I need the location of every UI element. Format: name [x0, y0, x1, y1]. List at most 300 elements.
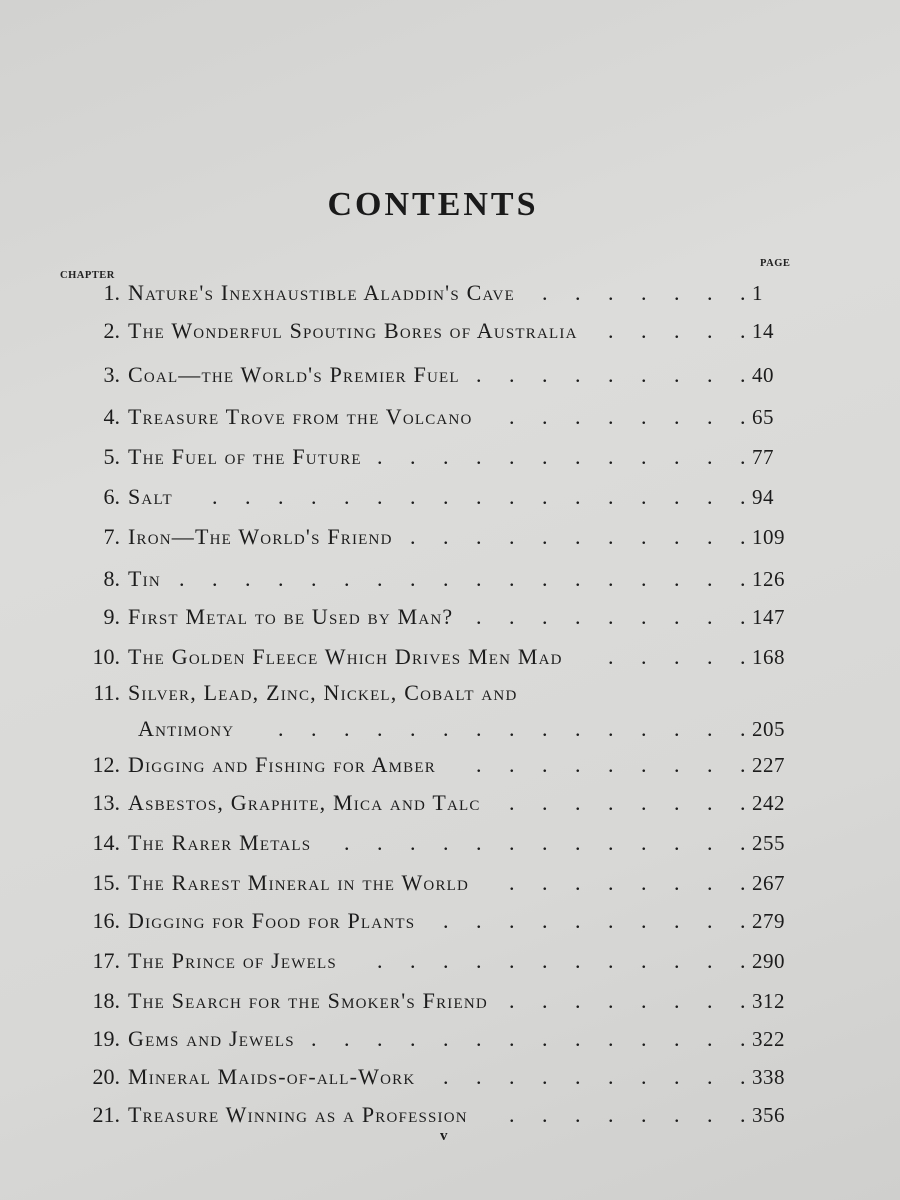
leader-dot: .	[443, 908, 449, 933]
page-number: 147	[752, 605, 785, 629]
leader-dot: .	[575, 280, 581, 305]
leader-dot: .	[542, 404, 548, 429]
leader-dot: .	[344, 716, 350, 741]
leader-dot: .	[740, 1102, 746, 1127]
leader-dot: .	[575, 948, 581, 973]
leader-dot: .	[674, 362, 680, 387]
leader-dot: .	[509, 1064, 515, 1089]
leader-dot: .	[509, 1026, 515, 1051]
chapter-number: 2.	[103, 318, 120, 343]
leader-dot: .	[575, 790, 581, 815]
leader-dot: .	[410, 948, 416, 973]
leader-dot: .	[608, 870, 614, 895]
leader-dot: .	[278, 716, 284, 741]
toc-entry	[50, 561, 810, 597]
leader-dot: .	[542, 870, 548, 895]
leader-dot: .	[740, 524, 746, 549]
leader-dot: .	[608, 1026, 614, 1051]
chapter-number: 8.	[103, 566, 120, 591]
leader-dot: .	[641, 1102, 647, 1127]
page-number: 322	[752, 1027, 785, 1051]
leader-dot: .	[608, 752, 614, 777]
leader-dot: .	[476, 362, 482, 387]
leader-dot: .	[509, 908, 515, 933]
chapter-title: Gems and Jewels	[128, 1026, 295, 1051]
leader-dot: .	[212, 566, 218, 591]
leader-dot: .	[641, 604, 647, 629]
leader-dot: .	[707, 870, 713, 895]
leader-dot: .	[311, 716, 317, 741]
chapter-title: The Wonderful Spouting Bores of Australia	[128, 318, 578, 343]
leader-dot: .	[608, 644, 614, 669]
leader-dot: .	[641, 280, 647, 305]
leader-dot: .	[707, 1102, 713, 1127]
leader-dot: .	[509, 524, 515, 549]
leader-dot: .	[575, 1026, 581, 1051]
leader-dot: .	[740, 484, 746, 509]
leader-dot: .	[740, 830, 746, 855]
page-column-header: PAGE	[760, 258, 791, 269]
leader-dot: .	[707, 362, 713, 387]
toc-entry	[50, 785, 810, 821]
leader-dot: .	[608, 716, 614, 741]
leader-dot: .	[575, 908, 581, 933]
leader-dot: .	[608, 362, 614, 387]
leader-dot: .	[707, 716, 713, 741]
chapter-number: 13.	[92, 790, 120, 815]
leader-dot: .	[542, 830, 548, 855]
leader-dot: .	[542, 362, 548, 387]
chapter-number: 4.	[103, 404, 120, 429]
leader-dot: .	[707, 524, 713, 549]
leader-dot: .	[509, 830, 515, 855]
chapter-number: 1.	[103, 280, 120, 305]
leader-dot: .	[707, 752, 713, 777]
leader-dot: .	[575, 404, 581, 429]
chapter-title: Asbestos, Graphite, Mica and Talc	[128, 790, 481, 815]
leader-dot: .	[674, 830, 680, 855]
leader-dot: .	[542, 948, 548, 973]
leader-dot: .	[410, 830, 416, 855]
toc-entry	[50, 1097, 810, 1133]
leader-dot: .	[443, 1026, 449, 1051]
leader-dot: .	[707, 280, 713, 305]
leader-dot: .	[641, 318, 647, 343]
chapter-number: 5.	[103, 444, 120, 469]
chapter-title: First Metal to be Used by Man?	[128, 604, 454, 629]
leader-dot: .	[575, 1064, 581, 1089]
leader-dot: .	[476, 566, 482, 591]
leader-dot: .	[575, 752, 581, 777]
leader-dot: .	[542, 1064, 548, 1089]
toc-entry	[50, 479, 810, 515]
leader-dot: .	[641, 524, 647, 549]
leader-dot: .	[245, 484, 251, 509]
leader-dot: .	[410, 566, 416, 591]
leader-dot: .	[575, 444, 581, 469]
leader-dot: .	[674, 948, 680, 973]
leader-dot: .	[278, 566, 284, 591]
leader-dot: .	[377, 948, 383, 973]
leader-dot: .	[608, 830, 614, 855]
leader-dot: .	[542, 484, 548, 509]
leader-dot: .	[641, 1064, 647, 1089]
leader-dot: .	[476, 752, 482, 777]
leader-dot: .	[674, 752, 680, 777]
toc-entry	[50, 983, 810, 1019]
leader-dot: .	[542, 1026, 548, 1051]
chapter-number: 15.	[92, 870, 120, 895]
chapter-title: The Rarest Mineral in the World	[128, 870, 470, 895]
page-number: 267	[752, 871, 785, 895]
leader-dot: .	[476, 908, 482, 933]
leader-dot: .	[575, 524, 581, 549]
leader-dot: .	[410, 444, 416, 469]
leader-dot: .	[707, 948, 713, 973]
leader-dot: .	[740, 716, 746, 741]
leader-dot: .	[641, 404, 647, 429]
leader-dot: .	[476, 444, 482, 469]
leader-dot: .	[476, 1064, 482, 1089]
leader-dot: .	[608, 318, 614, 343]
leader-dot: .	[410, 1026, 416, 1051]
leader-dot: .	[641, 988, 647, 1013]
leader-dot: .	[674, 566, 680, 591]
leader-dot: .	[608, 1102, 614, 1127]
leader-dot: .	[509, 870, 515, 895]
leader-dot: .	[443, 524, 449, 549]
page-title: CONTENTS	[327, 186, 539, 223]
leader-dot: .	[542, 566, 548, 591]
toc-entry	[50, 357, 810, 393]
leader-dot: .	[542, 604, 548, 629]
leader-dot: .	[509, 404, 515, 429]
chapter-title: The Prince of Jewels	[128, 948, 337, 973]
leader-dot: .	[443, 716, 449, 741]
leader-dot: .	[443, 948, 449, 973]
leader-dot: .	[377, 484, 383, 509]
toc-entry-continuation	[50, 711, 810, 747]
leader-dot: .	[476, 830, 482, 855]
leader-dot: .	[575, 484, 581, 509]
chapter-title: Tin	[128, 566, 161, 591]
leader-dot: .	[674, 524, 680, 549]
leader-dot: .	[476, 716, 482, 741]
leader-dot: .	[575, 830, 581, 855]
leader-dot: .	[542, 1102, 548, 1127]
leader-dot: .	[707, 830, 713, 855]
chapter-title: Digging for Food for Plants	[128, 908, 416, 933]
chapter-title: Treasure Winning as a Profession	[128, 1102, 468, 1127]
leader-dot: .	[443, 484, 449, 509]
leader-dot: .	[575, 1102, 581, 1127]
leader-dot: .	[542, 752, 548, 777]
leader-dot: .	[410, 484, 416, 509]
leader-dot: .	[641, 908, 647, 933]
leader-dot: .	[608, 908, 614, 933]
toc-entry	[50, 599, 810, 635]
leader-dot: .	[608, 484, 614, 509]
page-number: 14	[752, 319, 774, 343]
leader-dot: .	[542, 988, 548, 1013]
leader-dot: .	[674, 988, 680, 1013]
page-number: 356	[752, 1103, 785, 1127]
leader-dot: .	[476, 484, 482, 509]
toc-entry	[50, 1021, 810, 1057]
leader-dot: .	[443, 830, 449, 855]
leader-dot: .	[740, 444, 746, 469]
leader-dot: .	[509, 566, 515, 591]
leader-dot: .	[641, 716, 647, 741]
leader-dot: .	[608, 948, 614, 973]
leader-dot: .	[641, 948, 647, 973]
chapter-number: 21.	[92, 1102, 120, 1127]
toc-entry	[50, 399, 810, 435]
leader-dot: .	[377, 1026, 383, 1051]
leader-dot: .	[674, 870, 680, 895]
leader-dot: .	[641, 644, 647, 669]
leader-dot: .	[344, 484, 350, 509]
leader-dot: .	[410, 716, 416, 741]
leader-dot: .	[707, 566, 713, 591]
chapter-column-header: CHAPTER	[60, 270, 115, 281]
toc-entry	[50, 275, 810, 311]
leader-dot: .	[740, 1064, 746, 1089]
leader-dot: .	[509, 752, 515, 777]
leader-dot: .	[377, 716, 383, 741]
chapter-title: The Fuel of the Future	[128, 444, 362, 469]
leader-dot: .	[740, 280, 746, 305]
leader-dot: .	[707, 1026, 713, 1051]
leader-dot: .	[575, 988, 581, 1013]
leader-dot: .	[641, 1026, 647, 1051]
chapter-title: Treasure Trove from the Volcano	[128, 404, 473, 429]
leader-dot: .	[377, 830, 383, 855]
page-number: 94	[752, 485, 774, 509]
leader-dot: .	[542, 444, 548, 469]
leader-dot: .	[509, 790, 515, 815]
leader-dot: .	[443, 566, 449, 591]
chapter-number: 14.	[92, 830, 120, 855]
chapter-number: 20.	[92, 1064, 120, 1089]
leader-dot: .	[641, 790, 647, 815]
leader-dot: .	[509, 604, 515, 629]
leader-dot: .	[707, 1064, 713, 1089]
leader-dot: .	[575, 362, 581, 387]
chapter-number: 3.	[103, 362, 120, 387]
leader-dot: .	[740, 404, 746, 429]
leader-dot: .	[509, 716, 515, 741]
page-number: 255	[752, 831, 785, 855]
toc-entry	[50, 639, 810, 675]
leader-dot: .	[179, 566, 185, 591]
toc-entry	[50, 1059, 810, 1095]
leader-dot: .	[443, 1064, 449, 1089]
page-number: 338	[752, 1065, 785, 1089]
leader-dot: .	[641, 362, 647, 387]
leader-dot: .	[377, 566, 383, 591]
page-number: 1	[752, 281, 763, 305]
leader-dot: .	[509, 362, 515, 387]
leader-dot: .	[410, 524, 416, 549]
leader-dot: .	[476, 604, 482, 629]
leader-dot: .	[674, 318, 680, 343]
chapter-title: Mineral Maids-of-all-Work	[128, 1064, 416, 1089]
leader-dot: .	[542, 790, 548, 815]
leader-dot: .	[707, 484, 713, 509]
leader-dot: .	[608, 280, 614, 305]
page-number: 205	[752, 717, 785, 741]
leader-dot: .	[740, 318, 746, 343]
leader-dot: .	[740, 790, 746, 815]
leader-dot: .	[575, 716, 581, 741]
leader-dot: .	[377, 444, 383, 469]
leader-dot: .	[740, 948, 746, 973]
leader-dot: .	[311, 1026, 317, 1051]
leader-dot: .	[740, 566, 746, 591]
leader-dot: .	[278, 484, 284, 509]
leader-dot: .	[641, 830, 647, 855]
leader-dot: .	[212, 484, 218, 509]
chapter-title: The Golden Fleece Which Drives Men Mad	[128, 644, 563, 669]
leader-dot: .	[740, 644, 746, 669]
chapter-number: 7.	[103, 524, 120, 549]
leader-dot: .	[245, 566, 251, 591]
chapter-title: Nature's Inexhaustible Aladdin's Cave	[128, 280, 515, 305]
leader-dot: .	[476, 948, 482, 973]
chapter-number: 10.	[92, 644, 120, 669]
leader-dot: .	[608, 566, 614, 591]
leader-dot: .	[641, 566, 647, 591]
page-number: 109	[752, 525, 785, 549]
leader-dot: .	[707, 790, 713, 815]
chapter-title: Digging and Fishing for Amber	[128, 752, 436, 777]
chapter-title: The Rarer Metals	[128, 830, 312, 855]
leader-dot: .	[641, 752, 647, 777]
leader-dot: .	[509, 1102, 515, 1127]
leader-dot: .	[740, 870, 746, 895]
leader-dot: .	[608, 790, 614, 815]
leader-dot: .	[707, 604, 713, 629]
chapter-title: The Search for the Smoker's Friend	[128, 988, 488, 1013]
leader-dot: .	[674, 604, 680, 629]
chapter-title: Salt	[128, 484, 173, 509]
leader-dot: .	[608, 1064, 614, 1089]
leader-dot: .	[674, 1064, 680, 1089]
leader-dot: .	[740, 908, 746, 933]
leader-dot: .	[542, 524, 548, 549]
leader-dot: .	[740, 752, 746, 777]
chapter-title: Silver, Lead, Zinc, Nickel, Cobalt and	[128, 680, 518, 705]
leader-dot: .	[674, 1026, 680, 1051]
leader-dot: .	[476, 1026, 482, 1051]
leader-dot: .	[575, 604, 581, 629]
page-number: 126	[752, 567, 785, 591]
leader-dot: .	[641, 870, 647, 895]
leader-dot: .	[707, 404, 713, 429]
leader-dot: .	[509, 948, 515, 973]
leader-dot: .	[707, 444, 713, 469]
chapter-number: 17.	[92, 948, 120, 973]
toc-entry	[50, 313, 810, 349]
page-number: 168	[752, 645, 785, 669]
page-number: 312	[752, 989, 785, 1013]
toc-entry	[50, 825, 810, 861]
leader-dot: .	[575, 870, 581, 895]
toc-entry	[50, 439, 810, 475]
leader-dot: .	[542, 716, 548, 741]
leader-dot: .	[344, 830, 350, 855]
leader-dot: .	[608, 404, 614, 429]
chapter-title: Coal—the World's Premier Fuel	[128, 362, 460, 387]
chapter-number: 11.	[93, 680, 120, 705]
chapter-number: 6.	[103, 484, 120, 509]
leader-dot: .	[674, 1102, 680, 1127]
leader-dot: .	[608, 988, 614, 1013]
toc-entry	[50, 747, 810, 783]
toc-entry	[50, 903, 810, 939]
leader-dot: .	[674, 404, 680, 429]
leader-dot: .	[542, 908, 548, 933]
chapter-number: 12.	[92, 752, 120, 777]
leader-dot: .	[476, 524, 482, 549]
leader-dot: .	[509, 484, 515, 509]
leader-dot: .	[674, 716, 680, 741]
leader-dot: .	[674, 484, 680, 509]
toc-entry	[50, 519, 810, 555]
chapter-number: 18.	[92, 988, 120, 1013]
leader-dot: .	[674, 280, 680, 305]
leader-dot: .	[509, 444, 515, 469]
leader-dot: .	[608, 524, 614, 549]
page-number: 279	[752, 909, 785, 933]
page-number: 77	[752, 445, 774, 469]
leader-dot: .	[641, 444, 647, 469]
page-number: 242	[752, 791, 785, 815]
leader-dot: .	[344, 1026, 350, 1051]
toc-entry	[50, 865, 810, 901]
page-number: 65	[752, 405, 774, 429]
leader-dot: .	[542, 280, 548, 305]
leader-dot: .	[674, 444, 680, 469]
leader-dot: .	[344, 566, 350, 591]
leader-dot: .	[674, 908, 680, 933]
toc-entry	[50, 943, 810, 979]
chapter-number: 19.	[92, 1026, 120, 1051]
chapter-number: 16.	[92, 908, 120, 933]
page-folio: v	[440, 1128, 448, 1144]
chapter-title: Iron—The World's Friend	[128, 524, 393, 549]
page-number: 40	[752, 363, 774, 387]
toc-entry	[50, 675, 810, 711]
leader-dot: .	[740, 362, 746, 387]
leader-dot: .	[707, 988, 713, 1013]
leader-dot: .	[311, 484, 317, 509]
leader-dot: .	[311, 566, 317, 591]
leader-dot: .	[575, 566, 581, 591]
leader-dot: .	[707, 318, 713, 343]
leader-dot: .	[641, 484, 647, 509]
chapter-number: 9.	[103, 604, 120, 629]
leader-dot: .	[740, 988, 746, 1013]
leader-dot: .	[674, 790, 680, 815]
leader-dot: .	[608, 444, 614, 469]
chapter-title-continuation: Antimony	[138, 716, 235, 741]
leader-dot: .	[608, 604, 614, 629]
leader-dot: .	[674, 644, 680, 669]
page-number: 227	[752, 753, 785, 777]
leader-dot: .	[707, 908, 713, 933]
